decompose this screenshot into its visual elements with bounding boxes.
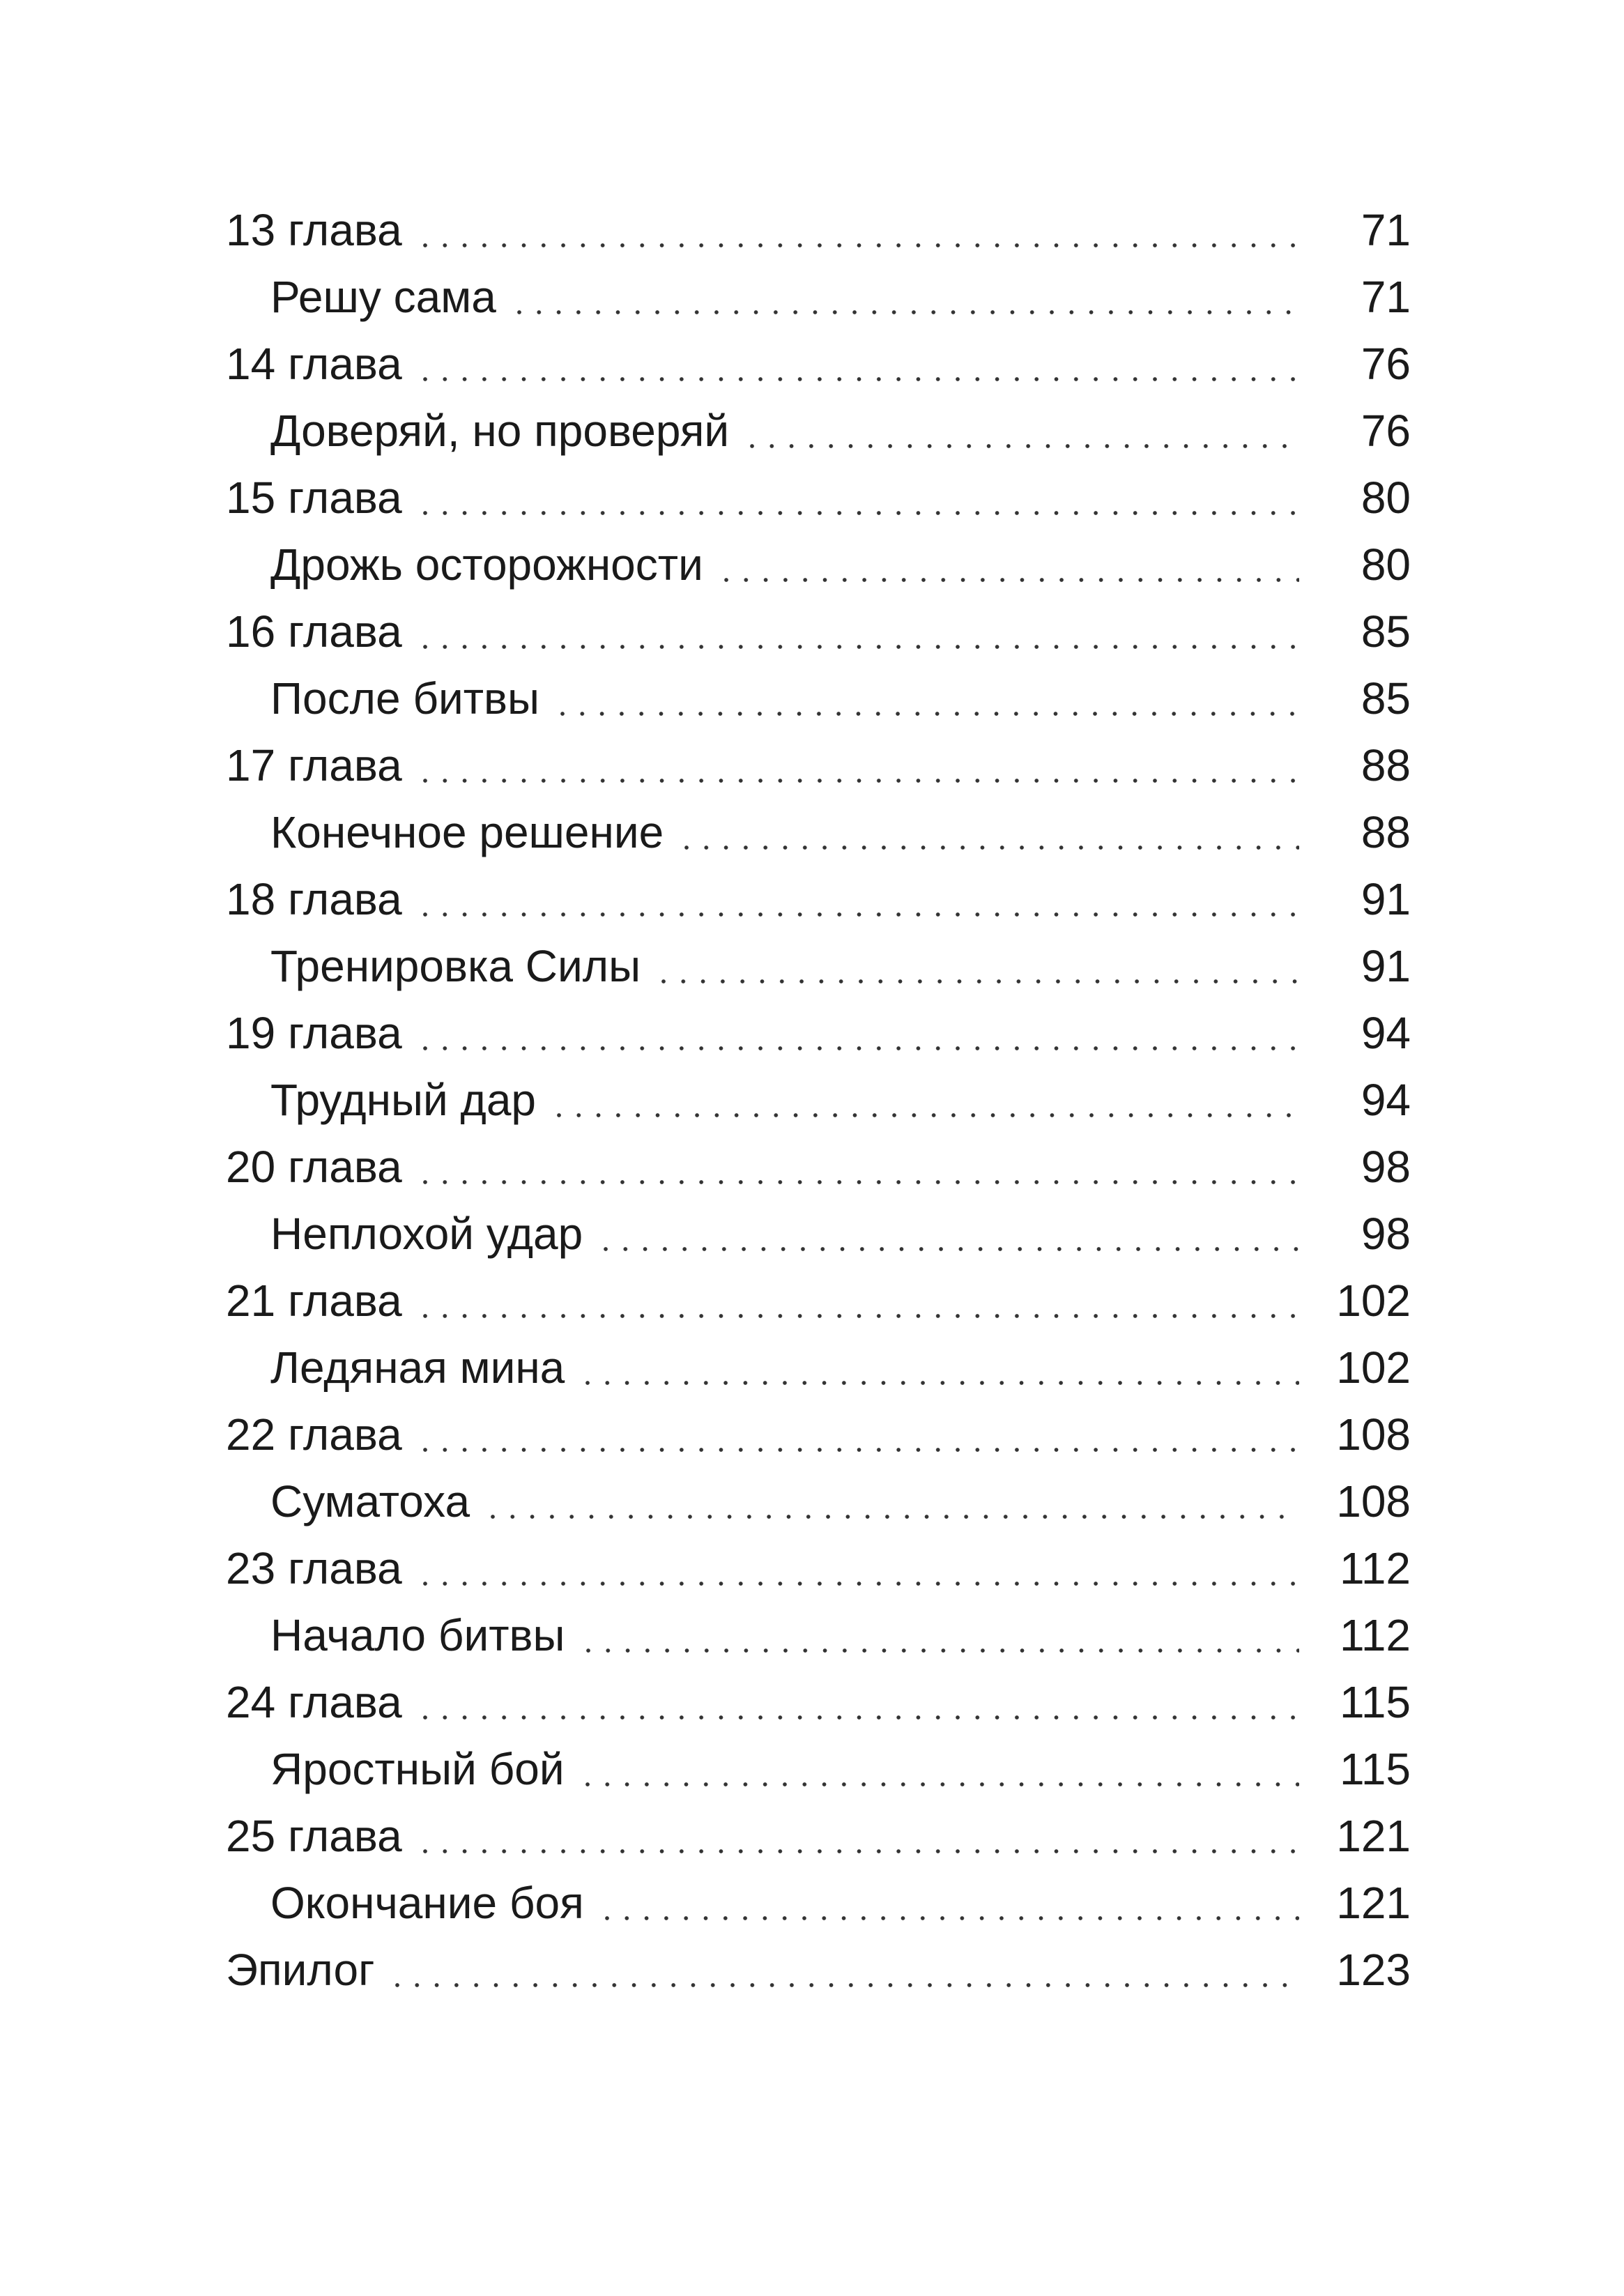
toc-entry-section bbox=[226, 263, 1411, 330]
toc-entry-title: 22 глава bbox=[226, 1409, 402, 1460]
toc-entry-title: 13 глава bbox=[226, 205, 402, 255]
dot-leader bbox=[423, 376, 1299, 382]
toc-entry-section bbox=[226, 1468, 1411, 1535]
toc-entry-title: Решу сама bbox=[270, 272, 496, 322]
toc-entry-page: 102 bbox=[1336, 1276, 1411, 1326]
toc-entry-chapter bbox=[226, 1000, 1411, 1066]
dot-leader bbox=[605, 1915, 1299, 1921]
dot-leader bbox=[423, 1179, 1299, 1185]
toc-entry-chapter bbox=[226, 598, 1411, 665]
dot-leader bbox=[557, 1112, 1299, 1118]
toc-entry-title: 17 глава bbox=[226, 740, 402, 790]
dot-leader bbox=[586, 1648, 1300, 1653]
toc-entry-title: 15 глава bbox=[226, 473, 402, 523]
toc-entry-page: 115 bbox=[1339, 1744, 1411, 1794]
dot-leader bbox=[604, 1246, 1299, 1252]
toc-entry-page: 98 bbox=[1361, 1142, 1411, 1192]
dot-leader bbox=[423, 1849, 1299, 1854]
toc-entry-section bbox=[226, 1736, 1411, 1803]
toc-entry-page: 85 bbox=[1361, 673, 1411, 724]
toc-entry-section bbox=[226, 799, 1411, 866]
toc-entry-chapter bbox=[226, 1535, 1411, 1602]
toc-entry-page: 76 bbox=[1361, 406, 1411, 456]
dot-leader bbox=[724, 577, 1299, 583]
toc-entry-chapter bbox=[226, 1401, 1411, 1468]
toc-entry-section bbox=[226, 1602, 1411, 1669]
toc-entry-title: Дрожь осторожности bbox=[270, 539, 703, 590]
toc-entry-page: 76 bbox=[1361, 339, 1411, 389]
toc-entry-page: 121 bbox=[1336, 1878, 1411, 1928]
dot-leader bbox=[423, 1046, 1299, 1051]
table-of-contents bbox=[226, 197, 1411, 2003]
toc-entry-section bbox=[226, 1869, 1411, 1936]
dot-leader bbox=[423, 243, 1299, 248]
toc-entry-title: После битвы bbox=[270, 673, 540, 724]
toc-entry-page: 88 bbox=[1361, 740, 1411, 790]
toc-entry-section bbox=[226, 397, 1411, 464]
toc-entry-chapter bbox=[226, 1936, 1411, 2003]
toc-entry-section bbox=[226, 531, 1411, 598]
toc-entry-chapter bbox=[226, 732, 1411, 799]
toc-entry-title: 14 глава bbox=[226, 339, 402, 389]
toc-entry-title: Яростный бой bbox=[270, 1744, 565, 1794]
toc-entry-page: 91 bbox=[1361, 941, 1411, 991]
toc-entry-title: 20 глава bbox=[226, 1142, 402, 1192]
toc-entry-title: 18 глава bbox=[226, 874, 402, 924]
dot-leader bbox=[491, 1514, 1299, 1520]
toc-entry-title: 19 глава bbox=[226, 1008, 402, 1058]
toc-entry-chapter bbox=[226, 1803, 1411, 1869]
dot-leader bbox=[423, 912, 1299, 917]
toc-entry-page: 80 bbox=[1361, 473, 1411, 523]
dot-leader bbox=[750, 443, 1299, 449]
dot-leader bbox=[423, 1715, 1299, 1720]
toc-entry-page: 94 bbox=[1361, 1075, 1411, 1125]
toc-entry-page: 108 bbox=[1336, 1409, 1411, 1460]
toc-entry-section bbox=[226, 1334, 1411, 1401]
toc-entry-title: Доверяй, но проверяй bbox=[270, 406, 730, 456]
dot-leader bbox=[423, 644, 1299, 650]
toc-entry-page: 112 bbox=[1339, 1610, 1411, 1660]
dot-leader bbox=[423, 1313, 1299, 1319]
toc-entry-section bbox=[226, 1066, 1411, 1133]
toc-entry-title: Конечное решение bbox=[270, 807, 664, 857]
toc-entry-section bbox=[226, 933, 1411, 1000]
toc-entry-title: Эпилог bbox=[226, 1945, 375, 1995]
toc-entry-page: 98 bbox=[1361, 1209, 1411, 1259]
toc-entry-page: 102 bbox=[1336, 1342, 1411, 1393]
toc-entry-chapter bbox=[226, 464, 1411, 531]
toc-entry-chapter bbox=[226, 1267, 1411, 1334]
dot-leader bbox=[423, 1447, 1299, 1453]
dot-leader bbox=[423, 778, 1299, 783]
toc-entry-title: 25 глава bbox=[226, 1811, 402, 1861]
dot-leader bbox=[661, 979, 1299, 984]
toc-entry-title: 24 глава bbox=[226, 1677, 402, 1727]
toc-entry-page: 108 bbox=[1336, 1476, 1411, 1526]
toc-entry-title: Неплохой удар bbox=[270, 1209, 583, 1259]
toc-entry-page: 94 bbox=[1361, 1008, 1411, 1058]
toc-entry-page: 115 bbox=[1339, 1677, 1411, 1727]
toc-entry-title: Ледяная мина bbox=[270, 1342, 565, 1393]
toc-entry-title: Трудный дар bbox=[270, 1075, 536, 1125]
dot-leader bbox=[684, 845, 1299, 850]
dot-leader bbox=[585, 1782, 1299, 1787]
toc-entry-chapter bbox=[226, 1669, 1411, 1736]
toc-entry-page: 71 bbox=[1361, 272, 1411, 322]
toc-entry-title: Суматоха bbox=[270, 1476, 470, 1526]
toc-entry-title: Окончание боя bbox=[270, 1878, 584, 1928]
toc-entry-page: 80 bbox=[1361, 539, 1411, 590]
dot-leader bbox=[423, 510, 1299, 516]
toc-entry-page: 91 bbox=[1361, 874, 1411, 924]
toc-entry-chapter bbox=[226, 330, 1411, 397]
toc-entry-title: 21 глава bbox=[226, 1276, 402, 1326]
toc-entry-title: Начало битвы bbox=[270, 1610, 565, 1660]
toc-entry-chapter bbox=[226, 1133, 1411, 1200]
dot-leader bbox=[517, 309, 1299, 315]
toc-entry-page: 88 bbox=[1361, 807, 1411, 857]
toc-entry-section bbox=[226, 665, 1411, 732]
toc-entry-page: 123 bbox=[1336, 1945, 1411, 1995]
toc-entry-page: 121 bbox=[1336, 1811, 1411, 1861]
dot-leader bbox=[423, 1581, 1299, 1586]
toc-entry-page: 112 bbox=[1339, 1543, 1411, 1593]
toc-entry-page: 85 bbox=[1361, 606, 1411, 657]
toc-entry-page: 71 bbox=[1361, 205, 1411, 255]
toc-entry-section bbox=[226, 1200, 1411, 1267]
toc-entry-chapter bbox=[226, 866, 1411, 933]
toc-entry-title: 23 глава bbox=[226, 1543, 402, 1593]
dot-leader bbox=[585, 1380, 1299, 1386]
dot-leader bbox=[560, 711, 1299, 717]
toc-entry-title: Тренировка Силы bbox=[270, 941, 641, 991]
dot-leader bbox=[395, 1982, 1299, 1988]
toc-entry-title: 16 глава bbox=[226, 606, 402, 657]
toc-entry-chapter bbox=[226, 197, 1411, 263]
